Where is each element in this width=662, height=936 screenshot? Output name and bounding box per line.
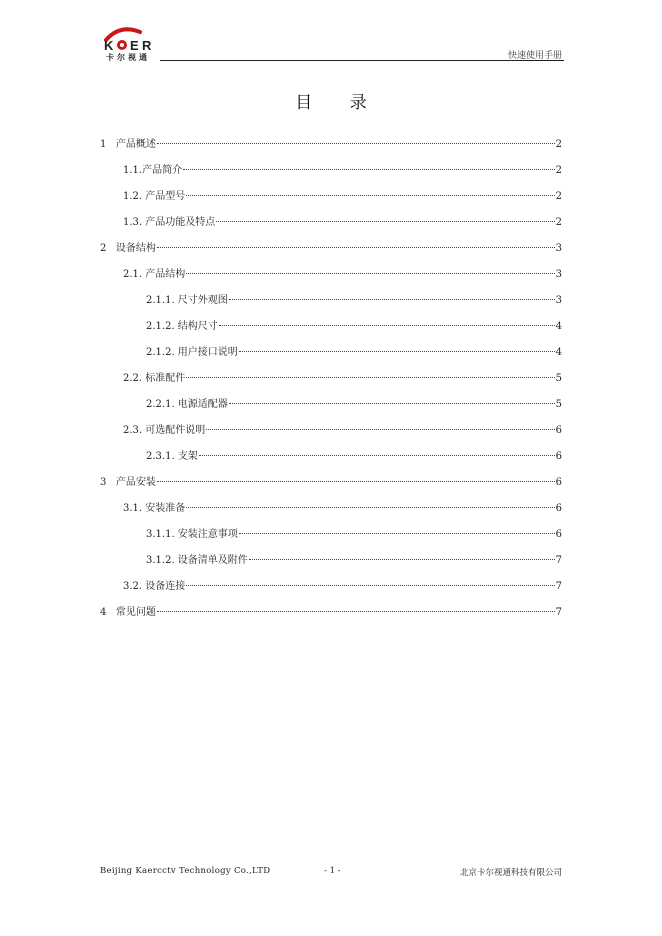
toc-dot-leader [249,558,555,560]
toc-entry-page: 2 [555,191,562,202]
toc-dot-leader [157,246,555,248]
toc-entry-page: 5 [555,373,562,384]
toc-dot-leader [239,350,555,352]
footer-company-cn: 北京卡尔视通科技有限公司 [459,868,562,878]
toc-dot-leader [157,142,555,144]
logo-mark [100,26,162,54]
toc-entry[interactable] [100,370,562,388]
toc-dot-leader [229,402,555,404]
toc-dot-leader [186,272,554,274]
toc-entry[interactable] [100,396,562,414]
toc-dot-leader [186,506,554,508]
company-logo [100,26,162,62]
toc-entry[interactable] [100,552,562,570]
footer-page-number: - 1 - [324,866,341,876]
toc-dot-leader [183,168,555,170]
toc-entry[interactable] [100,318,562,336]
toc-entry-label: 3 产品安装 [100,477,156,488]
toc-dot-leader [186,194,554,196]
toc-entry[interactable] [100,214,562,232]
toc-entry-label: 2.3.1. 支架 [146,451,198,462]
toc-entry-label: 2.1. 产品结构 [123,269,186,280]
toc-entry[interactable] [100,604,562,622]
toc-entry-page: 2 [555,165,562,176]
toc-entry-label: 3.1. 安装准备 [123,503,186,514]
page-footer [100,866,562,882]
toc-dot-leader [199,454,555,456]
toc-entry-page: 6 [555,503,562,514]
toc-entry[interactable] [100,266,562,284]
toc-entry-page: 6 [555,451,562,462]
toc-entry[interactable] [100,344,562,362]
footer-company-en: Beijing Kaercctv Technology Co.,LTD [100,866,271,876]
toc-entry-label: 3.1.1. 安装注意事项 [146,529,238,540]
toc-dot-leader [157,480,555,482]
toc-dot-leader [216,220,554,222]
toc-entry[interactable] [100,474,562,492]
toc-entry-label: 1.3. 产品功能及特点 [123,217,216,228]
toc-entry-page: 2 [555,217,562,228]
svg-text:K: K [104,38,114,53]
toc-entry-page: 2 [555,139,562,150]
toc-entry[interactable] [100,578,562,596]
logo-subtitle: 卡尔视通 [106,53,150,62]
toc-entry-label: 4 常见问题 [100,607,156,618]
page-header [98,24,564,64]
toc-entry-page: 6 [555,529,562,540]
header-manual-title: 快速使用手册 [507,51,562,61]
toc-entry-page: 7 [555,555,562,566]
toc-entry-label: 3.1.2. 设备清单及附件 [146,555,248,566]
toc-entry-page: 5 [555,399,562,410]
toc-dot-leader [239,532,555,534]
toc-entry[interactable] [100,422,562,440]
toc-entry-page: 3 [555,243,562,254]
toc-entry-label: 1.2. 产品型号 [123,191,186,202]
toc-entry[interactable] [100,136,562,154]
toc-dot-leader [157,610,555,612]
toc-dot-leader [206,428,554,430]
toc-entry[interactable] [100,526,562,544]
svg-text:R: R [142,38,152,53]
toc-entry-label: 2.2. 标准配件 [123,373,186,384]
page-title: 目 录 [295,93,383,113]
toc-entry-label: 1 产品概述 [100,139,156,150]
toc-entry-page: 4 [555,347,562,358]
toc-dot-leader [219,324,555,326]
toc-entry-label: 2.3. 可选配件说明 [123,425,206,436]
svg-text:E: E [130,38,139,53]
toc-dot-leader [186,584,554,586]
toc-entry[interactable] [100,500,562,518]
header-divider [160,60,564,61]
toc-entry[interactable] [100,292,562,310]
toc-entry-page: 6 [555,477,562,488]
toc-entry[interactable] [100,240,562,258]
toc-entry-label: 2.1.2. 结构尺寸 [146,321,218,332]
toc-entry-label: 2 设备结构 [100,243,156,254]
toc-entry[interactable] [100,162,562,180]
toc-entry-page: 3 [555,269,562,280]
toc-entry-label: 2.2.1. 电源适配器 [146,399,228,410]
toc-entry[interactable] [100,448,562,466]
toc-entry-label: 3.2. 设备连接 [123,581,186,592]
toc-entry-label: 2.1.2. 用户接口说明 [146,347,238,358]
toc-entry-page: 6 [555,425,562,436]
toc-entry-page: 3 [555,295,562,306]
toc-entry-label: 1.1.产品简介 [123,165,183,176]
toc-dot-leader [229,298,555,300]
toc-entry-label: 2.1.1. 尺寸外观图 [146,295,228,306]
toc-entry-page: 7 [555,607,562,618]
toc-entry[interactable] [100,188,562,206]
toc-entry-page: 7 [555,581,562,592]
toc-entry-page: 4 [555,321,562,332]
toc-dot-leader [186,376,554,378]
